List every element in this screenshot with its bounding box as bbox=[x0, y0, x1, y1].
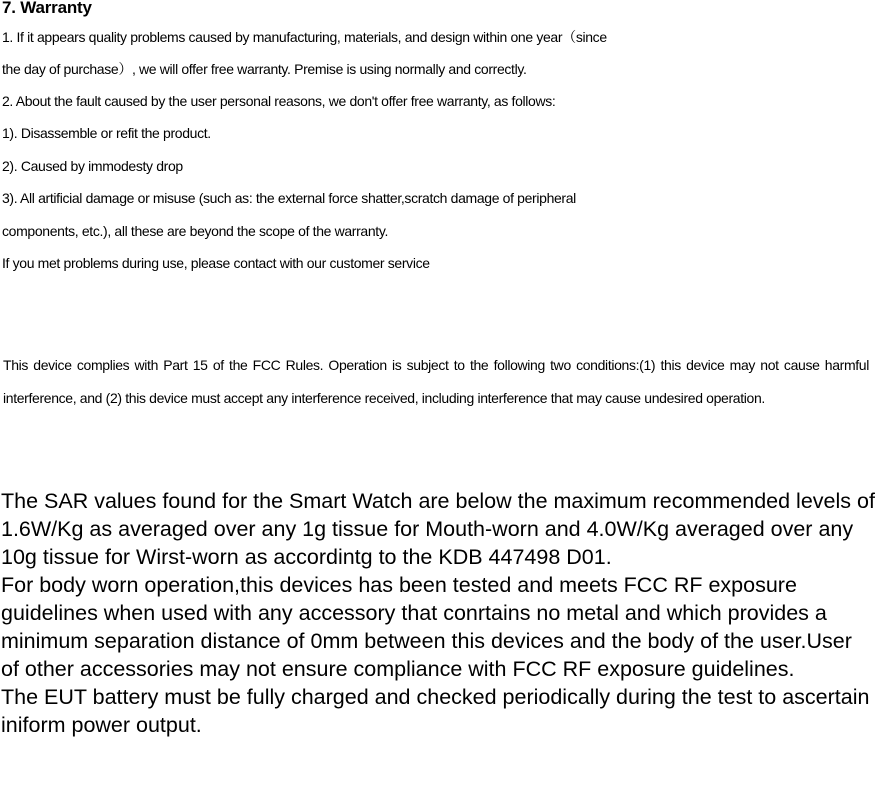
warranty-line-3: 2. About the fault caused by the user personal reasons, we don't offer free warranty, as follows: bbox=[2, 93, 556, 109]
sar-paragraph-2: For body worn operation,this devices has been tested and meets FCC RF exposure guidelines when used with any accessory that conrtains no metal and which provides a minimum separation distance of 0mm between this devices and the body of the user.User of other accessories may not ensure compliance with FCC RF exposure guidelines. bbox=[1, 573, 852, 681]
sar-paragraph-3: The EUT battery must be fully charged and checked periodically during the test to ascertain iniform power output. bbox=[1, 685, 870, 737]
sar-paragraph-1: The SAR values found for the Smart Watch are below the maximum recommended levels of 1.6W/Kg as averaged over any 1g tissue for Mouth-worn and 4.0W/Kg averaged over any 10g tissue for Wirst-worn as accordintg to the KDB 447498 D01. bbox=[1, 489, 875, 569]
warranty-line-7: components, etc.), all these are beyond the scope of the warranty. bbox=[2, 223, 388, 239]
warranty-line-2: the day of purchase）, we will offer free warranty. Premise is using normally and correctly. bbox=[2, 61, 527, 77]
warranty-heading: 7. Warranty bbox=[2, 0, 92, 17]
warranty-line-4: 1). Disassemble or refit the product. bbox=[2, 125, 211, 141]
warranty-line-6: 3). All artificial damage or misuse (such as: the external force shatter,scratch damage of peripheral bbox=[2, 190, 576, 206]
fcc-statement: This device complies with Part 15 of the FCC Rules. Operation is subject to the following two conditions:(1) this device may not cause harmful interference, and (2) this device must accept any interference received, including interference that may cause undesired operation. bbox=[3, 357, 869, 406]
warranty-line-8: If you met problems during use, please contact with our customer service bbox=[2, 255, 430, 271]
warranty-line-1: 1. If it appears quality problems caused by manufacturing, materials, and design within one year（since bbox=[2, 29, 607, 45]
sar-section bbox=[1, 487, 875, 739]
warranty-line-5: 2). Caused by immodesty drop bbox=[2, 158, 183, 174]
